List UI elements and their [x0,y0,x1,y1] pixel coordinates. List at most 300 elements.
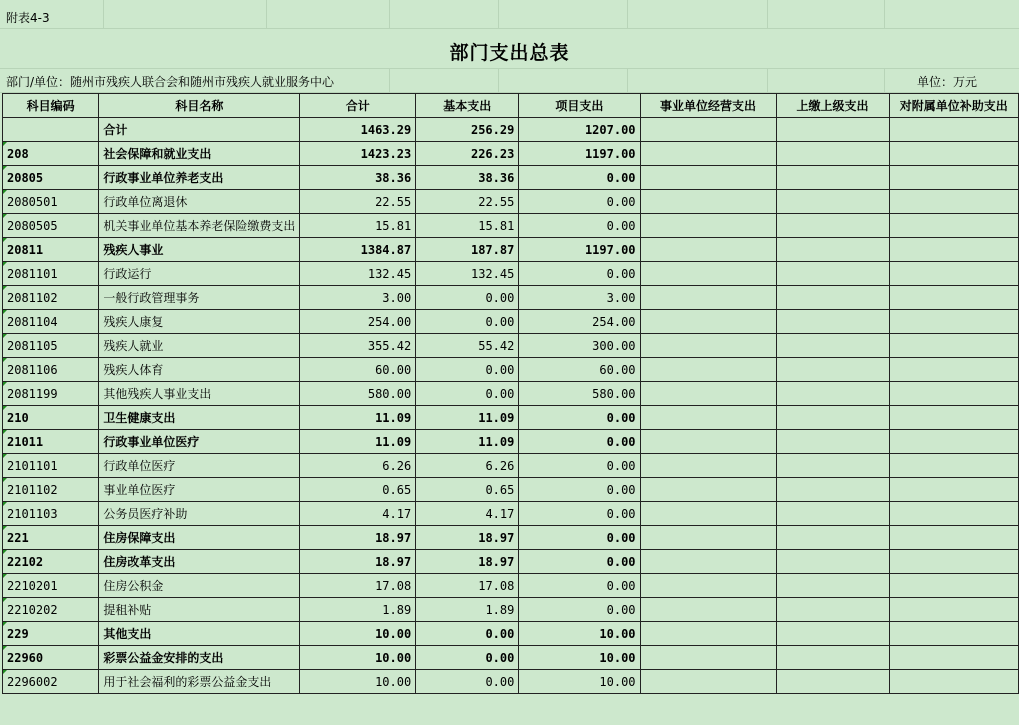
cell-basic-text: 226.23 [470,146,515,161]
cell-remit[interactable] [776,478,889,502]
cell-code[interactable] [3,550,99,574]
cell-name[interactable] [99,550,300,574]
cell-code[interactable] [3,238,99,262]
cell-operating[interactable] [640,214,776,238]
cell-name[interactable] [99,622,300,646]
cell-name-text: 用于社会福利的彩票公益金支出 [103,675,272,689]
cell-basic-text: 187.87 [470,242,515,257]
cell-total[interactable] [300,190,416,214]
cell-subsidy[interactable] [889,550,1018,574]
header-basic: 基本支出 [416,94,519,118]
cell-project-text: 0.00 [606,482,636,497]
cell-remit[interactable] [776,382,889,406]
cell-remit[interactable] [776,142,889,166]
cell-basic[interactable] [416,334,519,358]
cell-remit[interactable] [776,214,889,238]
table-row[interactable] [3,670,1019,694]
cell-subsidy[interactable] [889,190,1018,214]
cell-project[interactable] [519,262,640,286]
cell-project[interactable] [519,574,640,598]
table-row[interactable] [3,358,1019,382]
cell-name[interactable] [99,358,300,382]
cell-code-text: 2101103 [7,506,58,521]
cell-code[interactable] [3,670,99,694]
cell-code[interactable] [3,478,99,502]
table-row[interactable] [3,190,1019,214]
cell-project[interactable] [519,526,640,550]
cell-subsidy[interactable] [889,118,1018,142]
cell-code-text: 20805 [7,170,44,185]
cell-project-text: 10.00 [599,650,636,665]
cell-subsidy[interactable] [889,142,1018,166]
cell-basic[interactable] [416,478,519,502]
cell-remit[interactable] [776,598,889,622]
cell-name-text: 行政事业单位养老支出 [103,171,224,185]
cell-total[interactable] [300,646,416,670]
table-row[interactable] [3,454,1019,478]
cell-subsidy[interactable] [889,670,1018,694]
cell-basic[interactable] [416,238,519,262]
cell-code[interactable] [3,598,99,622]
cell-total[interactable] [300,430,416,454]
cell-name[interactable] [99,430,300,454]
cell-total-text: 11.09 [375,410,412,425]
header-remit: 上缴上级支出 [776,94,889,118]
cell-operating[interactable] [640,382,776,406]
header-name: 科目名称 [99,94,300,118]
cell-name-text: 社会保障和就业支出 [103,147,212,161]
cell-total[interactable] [300,382,416,406]
table-row[interactable] [3,622,1019,646]
cell-operating[interactable] [640,502,776,526]
cell-project[interactable] [519,142,640,166]
cell-project-text: 300.00 [592,338,636,353]
cell-basic[interactable] [416,358,519,382]
cell-remit[interactable] [776,190,889,214]
cell-total[interactable] [300,622,416,646]
cell-subsidy[interactable] [889,598,1018,622]
cell-basic-text: 15.81 [478,218,515,233]
cell-total-text: 10.00 [375,626,412,641]
cell-operating[interactable] [640,334,776,358]
table-row[interactable] [3,598,1019,622]
cell-project[interactable] [519,670,640,694]
cell-operating[interactable] [640,574,776,598]
cell-basic-text: 18.97 [478,554,515,569]
cell-code-text: 2081199 [7,386,58,401]
cell-basic[interactable] [416,670,519,694]
cell-code-text: 210 [7,410,29,425]
cell-project-text: 0.00 [606,506,636,521]
cell-project-text: 0.00 [606,578,636,593]
cell-name-text: 残疾人就业 [103,339,164,353]
table-row[interactable] [3,214,1019,238]
cell-project-text: 580.00 [592,386,636,401]
cell-operating[interactable] [640,286,776,310]
cell-name-text: 卫生健康支出 [103,411,176,425]
cell-name[interactable] [99,598,300,622]
cell-name[interactable] [99,286,300,310]
cell-project-text: 3.00 [606,290,636,305]
cell-basic[interactable] [416,214,519,238]
cell-operating[interactable] [640,670,776,694]
table-row[interactable] [3,142,1019,166]
cell-code-text: 229 [7,626,29,641]
cell-name-text: 残疾人事业 [103,243,164,257]
cell-total-text: 10.00 [375,650,412,665]
cell-total[interactable] [300,166,416,190]
table-row[interactable] [3,334,1019,358]
cell-project[interactable] [519,190,640,214]
cell-code[interactable] [3,118,99,142]
cell-basic-text: 6.26 [485,458,515,473]
cell-project[interactable] [519,502,640,526]
cell-operating[interactable] [640,454,776,478]
cell-subsidy[interactable] [889,502,1018,526]
cell-total[interactable] [300,238,416,262]
cell-subsidy[interactable] [889,646,1018,670]
cell-remit[interactable] [776,526,889,550]
cell-subsidy[interactable] [889,526,1018,550]
cell-code[interactable] [3,358,99,382]
cell-name[interactable] [99,454,300,478]
cell-name[interactable] [99,382,300,406]
cell-name[interactable] [99,334,300,358]
header-operating: 事业单位经营支出 [640,94,776,118]
cell-code-text: 22960 [7,650,44,665]
cell-total[interactable] [300,502,416,526]
cell-project[interactable] [519,166,640,190]
cell-code[interactable] [3,310,99,334]
cell-subsidy[interactable] [889,214,1018,238]
cell-total[interactable] [300,214,416,238]
cell-code-text: 2296002 [7,674,58,689]
cell-name-text: 彩票公益金安排的支出 [103,651,224,665]
cell-basic[interactable] [416,502,519,526]
cell-subsidy[interactable] [889,166,1018,190]
table-row[interactable] [3,406,1019,430]
cell-project-text: 0.00 [606,458,636,473]
cell-total-text: 1463.29 [360,122,412,137]
cell-basic-text: 0.65 [485,482,515,497]
cell-basic-text: 11.09 [478,410,515,425]
cell-subsidy[interactable] [889,406,1018,430]
cell-code[interactable] [3,454,99,478]
cell-basic[interactable] [416,310,519,334]
cell-total-text: 1.89 [382,602,412,617]
cell-code-text: 2081106 [7,362,58,377]
cell-code[interactable] [3,574,99,598]
table-row[interactable] [3,286,1019,310]
cell-subsidy[interactable] [889,382,1018,406]
cell-code-text: 2081104 [7,314,58,329]
cell-project[interactable] [519,406,640,430]
cell-total-text: 355.42 [367,338,412,353]
table-row[interactable] [3,478,1019,502]
cell-basic-text: 22.55 [478,194,515,209]
cell-total[interactable] [300,670,416,694]
cell-remit[interactable] [776,334,889,358]
cell-basic-text: 11.09 [478,434,515,449]
cell-code[interactable] [3,142,99,166]
cell-name-text: 行政单位医疗 [103,459,176,473]
cell-basic[interactable] [416,622,519,646]
cell-remit[interactable] [776,622,889,646]
cell-operating[interactable] [640,142,776,166]
table-row[interactable] [3,238,1019,262]
cell-subsidy[interactable] [889,358,1018,382]
cell-subsidy[interactable] [889,262,1018,286]
cell-code[interactable] [3,502,99,526]
cell-code[interactable] [3,190,99,214]
cell-name[interactable] [99,478,300,502]
cell-remit[interactable] [776,238,889,262]
cell-remit[interactable] [776,670,889,694]
cell-remit[interactable] [776,118,889,142]
cell-total[interactable] [300,526,416,550]
table-note: 附表4-3 [6,11,50,25]
cell-basic[interactable] [416,142,519,166]
unit-label: 单位：万元 [917,75,978,89]
cell-basic[interactable] [416,430,519,454]
cell-basic[interactable] [416,262,519,286]
cell-total[interactable] [300,454,416,478]
cell-operating[interactable] [640,478,776,502]
header-code: 科目编码 [3,94,99,118]
cell-operating[interactable] [640,550,776,574]
cell-remit[interactable] [776,430,889,454]
cell-name[interactable] [99,238,300,262]
cell-name-text: 行政事业单位医疗 [103,435,200,449]
cell-total[interactable] [300,598,416,622]
cell-operating[interactable] [640,118,776,142]
cell-subsidy[interactable] [889,454,1018,478]
cell-code-text: 2210201 [7,578,58,593]
cell-basic[interactable] [416,526,519,550]
cell-basic[interactable] [416,286,519,310]
cell-remit[interactable] [776,286,889,310]
table-row[interactable] [3,382,1019,406]
cell-code[interactable] [3,214,99,238]
cell-code-text: 2210202 [7,602,58,617]
cell-total[interactable] [300,406,416,430]
cell-remit[interactable] [776,550,889,574]
cell-total[interactable] [300,334,416,358]
cell-total[interactable] [300,262,416,286]
cell-project[interactable] [519,598,640,622]
cell-total[interactable] [300,286,416,310]
table-row[interactable] [3,502,1019,526]
cell-basic-text: 1.89 [485,602,515,617]
cell-operating[interactable] [640,310,776,334]
cell-name-text: 其他残疾人事业支出 [103,387,212,401]
cell-code-text: 20811 [7,242,44,257]
cell-total[interactable] [300,550,416,574]
cell-code[interactable] [3,382,99,406]
table-row[interactable] [3,166,1019,190]
cell-project[interactable] [519,286,640,310]
cell-subsidy[interactable] [889,622,1018,646]
cell-name[interactable] [99,646,300,670]
cell-total[interactable] [300,310,416,334]
cell-total[interactable] [300,118,416,142]
cell-name[interactable] [99,118,300,142]
cell-remit[interactable] [776,574,889,598]
cell-basic[interactable] [416,550,519,574]
cell-total-text: 15.81 [375,218,412,233]
cell-name[interactable] [99,670,300,694]
cell-project[interactable] [519,382,640,406]
cell-basic-text: 0.00 [485,626,515,641]
cell-code-text: 2101102 [7,482,58,497]
cell-remit[interactable] [776,454,889,478]
cell-remit[interactable] [776,310,889,334]
cell-basic-text: 38.36 [478,170,515,185]
cell-total[interactable] [300,142,416,166]
cell-operating[interactable] [640,238,776,262]
cell-name[interactable] [99,190,300,214]
cell-remit[interactable] [776,262,889,286]
cell-name[interactable] [99,142,300,166]
cell-project-text: 0.00 [606,602,636,617]
cell-name[interactable] [99,574,300,598]
cell-total-text: 18.97 [375,554,412,569]
cell-code[interactable] [3,526,99,550]
cell-project[interactable] [519,478,640,502]
cell-code[interactable] [3,166,99,190]
cell-code[interactable] [3,334,99,358]
cell-name[interactable] [99,262,300,286]
cell-remit[interactable] [776,502,889,526]
cell-operating[interactable] [640,622,776,646]
cell-name-text: 提租补贴 [103,603,152,617]
cell-project-text: 1207.00 [584,122,636,137]
cell-operating[interactable] [640,646,776,670]
cell-operating[interactable] [640,598,776,622]
cell-operating[interactable] [640,526,776,550]
cell-subsidy[interactable] [889,310,1018,334]
cell-basic[interactable] [416,574,519,598]
cell-remit[interactable] [776,358,889,382]
cell-operating[interactable] [640,406,776,430]
cell-subsidy[interactable] [889,334,1018,358]
cell-subsidy[interactable] [889,238,1018,262]
cell-project[interactable] [519,430,640,454]
table-row[interactable] [3,118,1019,142]
cell-code[interactable] [3,406,99,430]
cell-project[interactable] [519,358,640,382]
cell-basic-text: 0.00 [485,290,515,305]
cell-project-text: 0.00 [606,170,636,185]
cell-total-text: 22.55 [375,194,412,209]
cell-subsidy[interactable] [889,478,1018,502]
cell-project-text: 0.00 [606,530,636,545]
cell-subsidy[interactable] [889,574,1018,598]
header-row [3,94,1019,118]
cell-basic[interactable] [416,646,519,670]
cell-operating[interactable] [640,262,776,286]
cell-total[interactable] [300,478,416,502]
cell-name[interactable] [99,310,300,334]
cell-code[interactable] [3,286,99,310]
table-row[interactable] [3,574,1019,598]
cell-total[interactable] [300,574,416,598]
cell-project[interactable] [519,118,640,142]
cell-subsidy[interactable] [889,430,1018,454]
cell-code-text: 221 [7,530,29,545]
cell-name-text: 行政运行 [103,267,152,281]
header-subsidy: 对附属单位补助支出 [889,94,1018,118]
cell-basic-text: 4.17 [485,506,515,521]
table-row[interactable] [3,646,1019,670]
cell-name[interactable] [99,214,300,238]
cell-project-text: 10.00 [599,626,636,641]
cell-project[interactable] [519,454,640,478]
header-project: 项目支出 [519,94,640,118]
cell-name[interactable] [99,502,300,526]
cell-basic[interactable] [416,118,519,142]
cell-project-text: 0.00 [606,554,636,569]
cell-project-text: 1197.00 [584,242,636,257]
cell-total-text: 17.08 [375,578,412,593]
cell-project[interactable] [519,310,640,334]
cell-remit[interactable] [776,406,889,430]
cell-name-text: 其他支出 [103,627,152,641]
table-row[interactable] [3,550,1019,574]
header-total: 合计 [300,94,416,118]
cell-project-text: 10.00 [599,674,636,689]
cell-operating[interactable] [640,190,776,214]
cell-name[interactable] [99,526,300,550]
cell-operating[interactable] [640,430,776,454]
cell-basic-text: 0.00 [485,674,515,689]
cell-code[interactable] [3,622,99,646]
cell-name[interactable] [99,406,300,430]
cell-basic-text: 132.45 [470,266,515,281]
cell-project[interactable] [519,214,640,238]
cell-remit[interactable] [776,166,889,190]
expenditure-table [2,93,1019,694]
cell-operating[interactable] [640,358,776,382]
cell-project[interactable] [519,334,640,358]
cell-subsidy[interactable] [889,286,1018,310]
table-row[interactable] [3,526,1019,550]
cell-project[interactable] [519,550,640,574]
cell-project[interactable] [519,622,640,646]
cell-code[interactable] [3,646,99,670]
cell-basic[interactable] [416,598,519,622]
cell-basic[interactable] [416,454,519,478]
cell-basic[interactable] [416,382,519,406]
cell-code[interactable] [3,262,99,286]
cell-basic[interactable] [416,190,519,214]
cell-total[interactable] [300,358,416,382]
cell-code[interactable] [3,430,99,454]
table-row[interactable] [3,262,1019,286]
cell-name-text: 住房公积金 [103,579,164,593]
cell-basic[interactable] [416,166,519,190]
cell-project-text: 1197.00 [584,146,636,161]
cell-name[interactable] [99,166,300,190]
table-row[interactable] [3,430,1019,454]
cell-project[interactable] [519,646,640,670]
cell-project[interactable] [519,238,640,262]
cell-name-text: 合计 [103,123,128,137]
cell-remit[interactable] [776,646,889,670]
table-row[interactable] [3,310,1019,334]
cell-operating[interactable] [640,166,776,190]
cell-basic[interactable] [416,406,519,430]
